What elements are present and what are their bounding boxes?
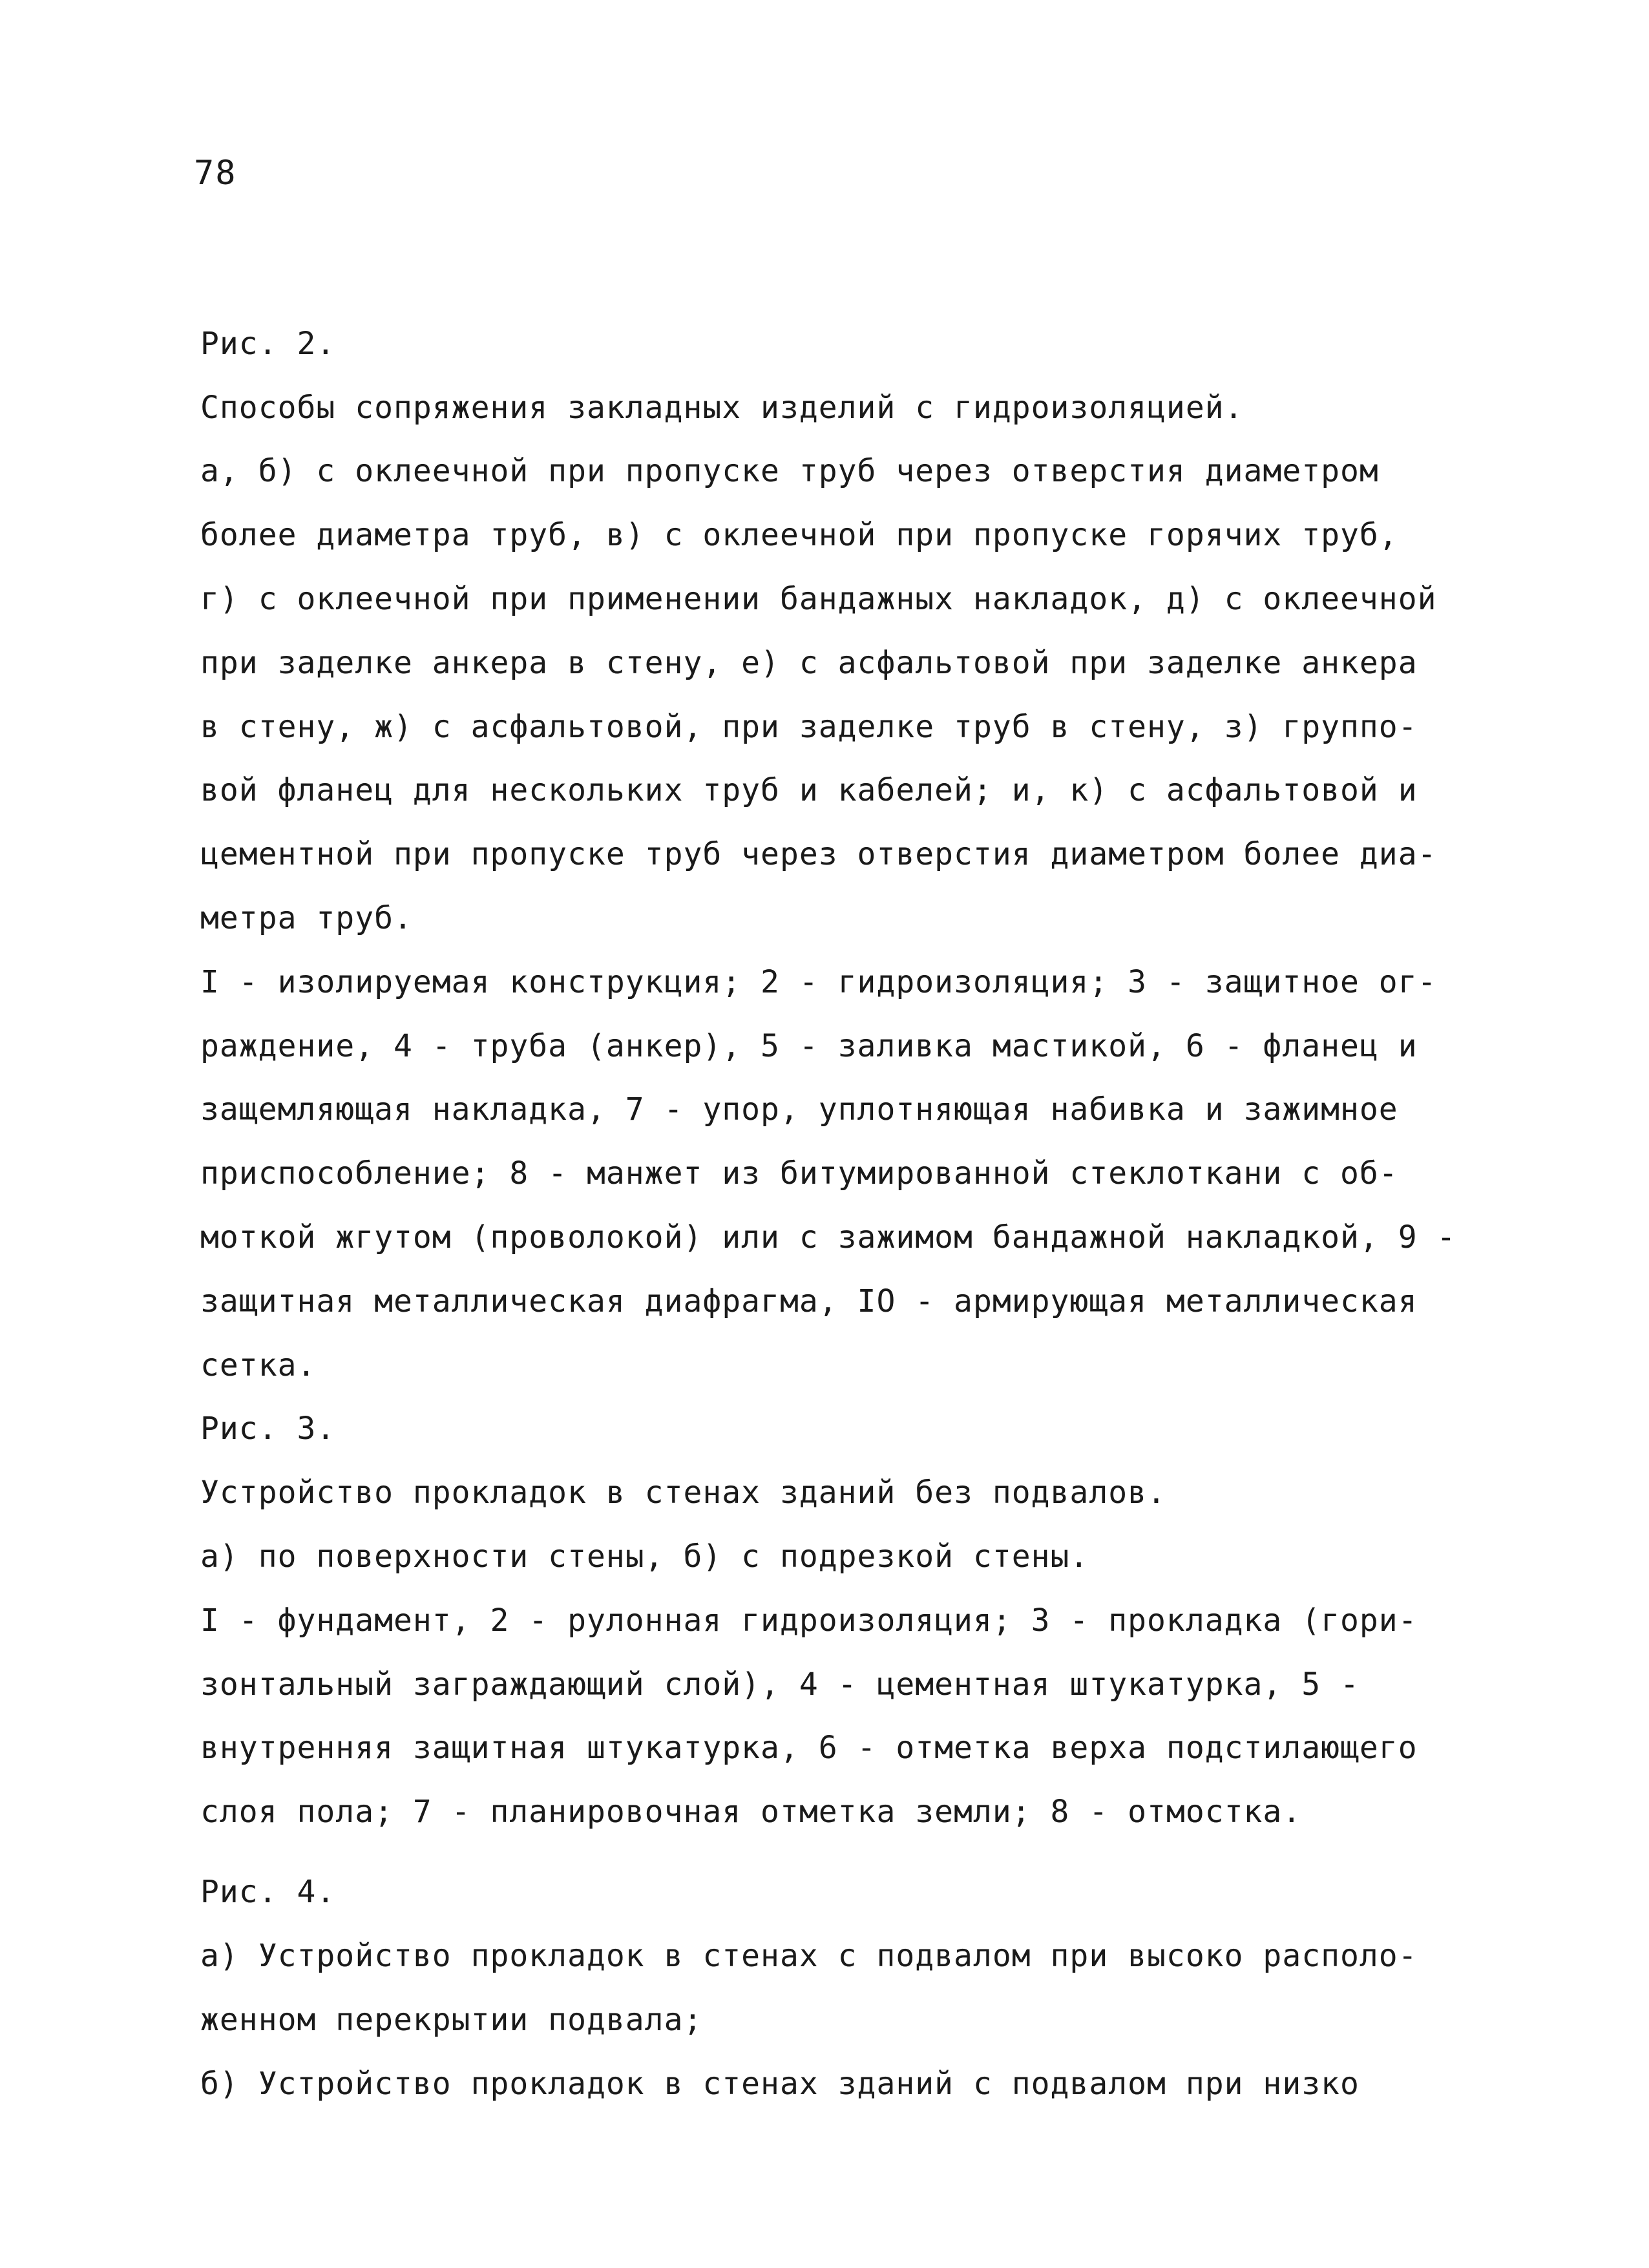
figure-2-text-line: более диаметра труб, в) с оклеечной при пропуске горячих труб,	[200, 517, 1398, 553]
figure-2-legend-line: защитная металлическая диафрагма, IO - армирующая металлическая	[200, 1283, 1418, 1319]
figure-2-text-line: а, б) с оклеечной при пропуске труб через отверстия диаметром	[200, 453, 1379, 489]
figure-2-text-line: метра труб.	[200, 900, 413, 936]
figure-3-title: Устройство прокладок в стенах зданий без подвалов.	[200, 1475, 1166, 1511]
figure-3-caption: Рис. 3.	[200, 1411, 336, 1447]
page-number: 78	[194, 154, 237, 193]
figure-3-legend-line: внутренняя защитная штукатурка, 6 - отметка верха подстилающего	[200, 1730, 1418, 1766]
figure-2-text-line: г) с оклеечной при применении бандажных накладок, д) с оклеечной	[200, 581, 1437, 617]
figure-4-caption: Рис. 4.	[200, 1874, 336, 1910]
figure-2-text-line: вой фланец для нескольких труб и кабелей; и, к) с асфальтовой и	[200, 772, 1418, 808]
figure-2-legend-line: раждение, 4 - труба (анкер), 5 - заливка мастикой, 6 - фланец и	[200, 1028, 1418, 1064]
figure-2-legend-line: приспособление; 8 - манжет из битумированной стеклоткани с об-	[200, 1155, 1398, 1192]
figure-2-legend-line: сетка.	[200, 1347, 317, 1383]
figure-2-legend-line: защемляющая накладка, 7 - упор, уплотняющая набивка и зажимное	[200, 1091, 1398, 1128]
figure-3-text-line: а) по поверхности стены, б) с подрезкой стены.	[200, 1538, 1089, 1575]
figure-3-legend-line: слоя пола; 7 - планировочная отметка земли; 8 - отмостка.	[200, 1794, 1302, 1830]
figure-2-text-line: в стену, ж) с асфальтовой, при заделке труб в стену, з) группо-	[200, 709, 1418, 745]
figure-2-text-line: при заделке анкера в стену, е) с асфальтовой при заделке анкера	[200, 645, 1418, 681]
figure-4-text-line: а) Устройство прокладок в стенах с подвалом при высоко располо-	[200, 1938, 1418, 1974]
figure-3-legend-line: I - фундамент, 2 - рулонная гидроизоляция; 3 - прокладка (гори-	[200, 1602, 1418, 1639]
figure-2-legend-line: моткой жгутом (проволокой) или с зажимом бандажной накладкой, 9 -	[200, 1219, 1456, 1255]
figure-3-legend-line: зонтальный заграждающий слой), 4 - цементная штукатурка, 5 -	[200, 1666, 1360, 1703]
figure-4-text-line: женном перекрытии подвала;	[200, 2002, 703, 2038]
figure-2-text-line: цементной при пропуске труб через отверстия диаметром более диа-	[200, 836, 1437, 872]
figure-2-title: Способы сопряжения закладных изделий с гидроизоляцией.	[200, 390, 1244, 426]
figure-4-text-line: б) Устройство прокладок в стенах зданий с подвалом при низко	[200, 2066, 1360, 2102]
figure-2-caption: Рис. 2.	[200, 326, 336, 362]
figure-2-legend-line: I - изолируемая конструкция; 2 - гидроизоляция; 3 - защитное ог-	[200, 964, 1437, 1000]
